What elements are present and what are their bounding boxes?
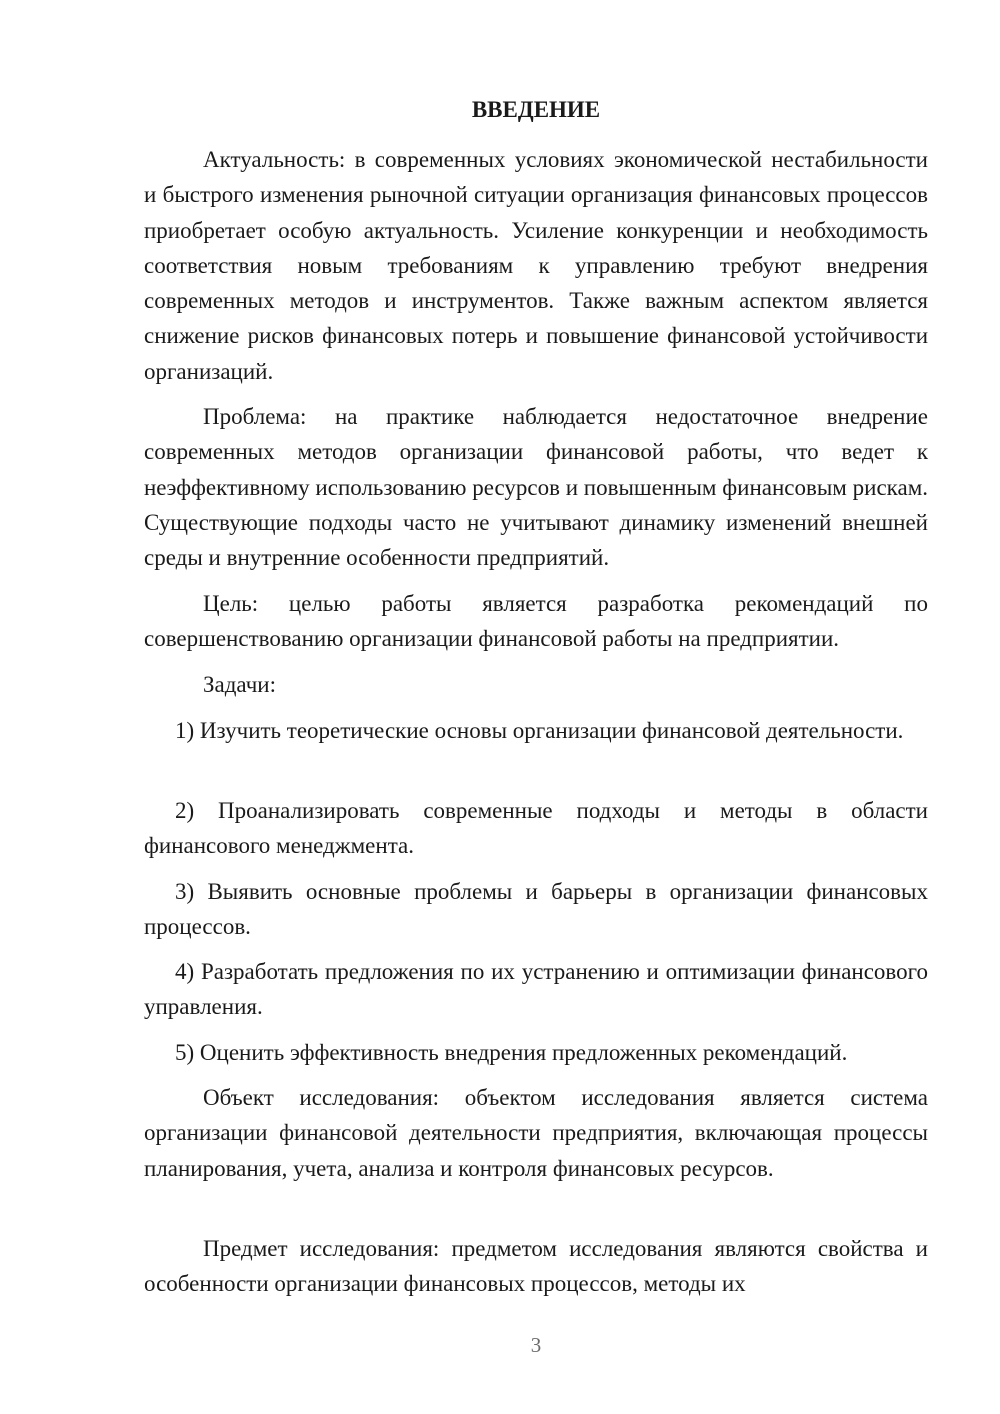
task-item-1: 1) Изучить теоретические основы организации финансовой деятельности. [175, 718, 904, 743]
paragraph-goal: Цель: целью работы является разработка рекомендаций по совершенствованию организации финансовой работы на предприятии. [144, 591, 928, 652]
page-number: 3 [530, 1333, 542, 1357]
task-item-4: 4) Разработать предложения по их устранению и оптимизации финансового управления. [144, 959, 928, 1020]
paragraph-relevance: Актуальность: в современных условиях экономической нестабильности и быстрого изменения рыночной ситуации организация финансовых процессов приобретает особую актуальность. Усиление конкуренции и необходимость соответствия новым требованиям к управлению требуют внедрения современных методов и инструментов. Также важным аспектом является снижение рисков финансовых потерь и повышение финансовой устойчивости организаций. [144, 147, 928, 384]
paragraph-tasks-heading: Задачи: [203, 672, 276, 697]
paragraph-problem: Проблема: на практике наблюдается недостаточное внедрение современных методов организации финансовой работы, что ведет к неэффективному использованию ресурсов и повышенным финансовым рискам. Существующие подходы часто не учитывают динамику изменений внешней среды и внутренние особенности предприятий. [144, 404, 928, 571]
paragraph-object: Объект исследования: объектом исследования является система организации финансовой деятельности предприятия, включающая процессы планирования, учета, анализа и контроля финансовых ресурсов. [144, 1085, 928, 1181]
section-title: ВВЕДЕНИЕ [471, 97, 601, 122]
paragraph-subject: Предмет исследования: предметом исследования являются свойства и особенности организации финансовых процессов, методы их [144, 1236, 928, 1297]
task-item-5: 5) Оценить эффективность внедрения предложенных рекомендаций. [175, 1040, 848, 1065]
task-item-2: 2) Проанализировать современные подходы и методы в области финансового менеджмента. [144, 798, 928, 859]
task-item-3: 3) Выявить основные проблемы и барьеры в организации финансовых процессов. [144, 879, 928, 940]
